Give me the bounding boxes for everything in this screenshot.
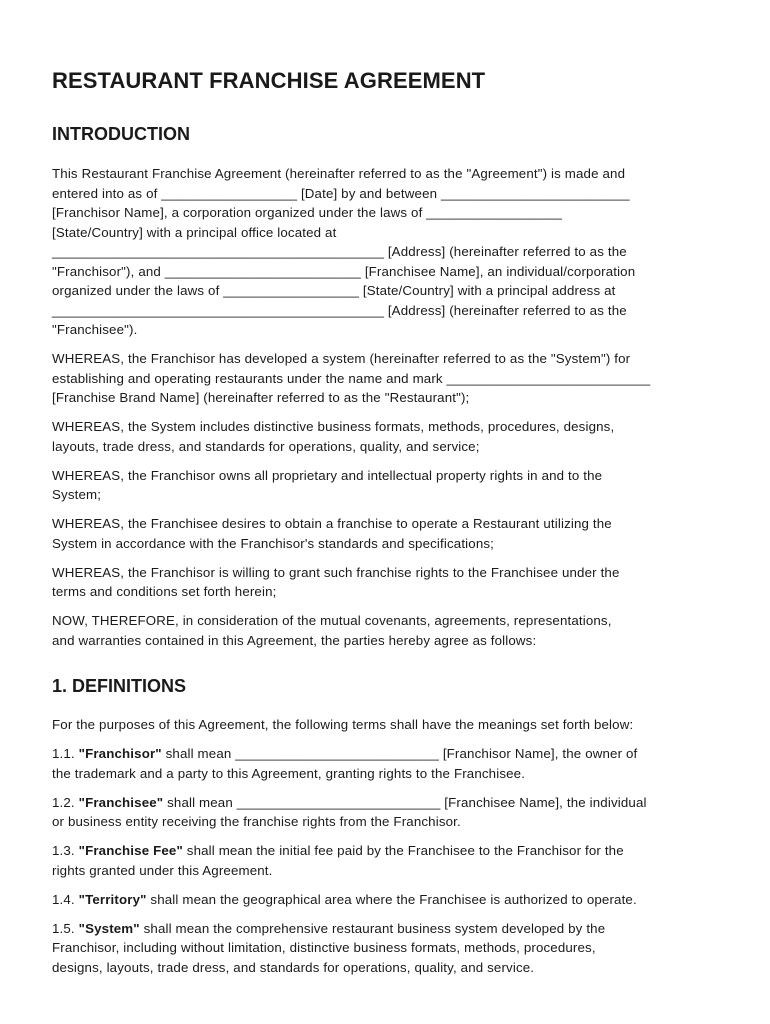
text-line: [Franchisor Name], a corporation organized under the laws of __________________ (52, 205, 563, 220)
text-line: shall mean ___________________________ [Franchisee Name], the individual (163, 794, 647, 810)
definition-system (52, 919, 718, 978)
text-line: [State/Country] with a principal office located at (52, 224, 337, 240)
text-line: shall mean the comprehensive restaurant business system developed by the (139, 920, 606, 936)
text-line: shall mean ___________________________ [Franchisor Name], the owner of (161, 746, 638, 761)
text-line: or business entity receiving the franchise rights from the Franchisor. (52, 814, 461, 829)
definition-number: 1.5. (52, 920, 79, 936)
definition-term: "Territory" (78, 891, 147, 907)
text-line: layouts, trade dress, and standards for operations, quality, and service; (52, 438, 480, 454)
definition-term: "Franchise Fee" (78, 843, 183, 858)
definition-number: 1.2. (52, 794, 79, 810)
whereas-paragraph-system (52, 349, 718, 408)
document-title: RESTAURANT FRANCHISE AGREEMENT (52, 68, 486, 93)
definition-term: "Franchisor" (78, 746, 162, 761)
text-line: This Restaurant Franchise Agreement (hereinafter referred to as the "Agreement") is made and (52, 166, 626, 181)
text-line: System in accordance with the Franchisor's standards and specifications; (52, 535, 495, 551)
intro-paragraph (52, 164, 718, 340)
text-line: designs, layouts, trade dress, and standards for operations, quality, and service. (52, 959, 535, 975)
text-line: WHEREAS, the System includes distinctive business formats, methods, procedures, designs, (52, 419, 615, 434)
text-line: establishing and operating restaurants under the name and mark ___________________________ (52, 370, 651, 386)
whereas-paragraph-franchisee (52, 514, 718, 553)
text-line: "Franchisor"), and __________________________ [Franchisee Name], an individual/corporation (52, 263, 636, 279)
definition-number: 1.1. (52, 746, 79, 761)
text-line: WHEREAS, the Franchisor is willing to grant such franchise rights to the Franchisee under the (52, 564, 620, 580)
whereas-paragraph-formats (52, 417, 718, 456)
definition-franchisor (52, 744, 718, 783)
text-line: entered into as of __________________ [Date] by and between _________________________ (52, 185, 630, 201)
text-line: ____________________________________________ [Address] (hereinafter referred to as the (52, 302, 627, 318)
definition-franchisee (52, 793, 718, 832)
definitions-intro: For the purposes of this Agreement, the following terms shall have the meanings set forth below: (52, 717, 634, 732)
introduction-heading: INTRODUCTION (52, 124, 190, 144)
text-line: [Franchise Brand Name] (hereinafter referred to as the "Restaurant"); (52, 390, 470, 405)
text-line: the trademark and a party to this Agreement, granting rights to the Franchisee. (52, 765, 526, 781)
text-line: terms and conditions set forth herein; (52, 584, 277, 599)
text-line: shall mean the initial fee paid by the Franchisee to the Franchisor for the (182, 843, 624, 858)
text-line: WHEREAS, the Franchisee desires to obtain a franchise to operate a Restaurant utilizing the (52, 516, 612, 531)
text-line: System; (52, 487, 102, 502)
text-line: "Franchisee"). (52, 322, 138, 337)
text-line: Franchisor, including without limitation, distinctive business formats, methods, procedures, (52, 940, 596, 955)
definitions-heading: 1. DEFINITIONS (52, 676, 187, 696)
whereas-paragraph-grant (52, 563, 718, 602)
definition-number: 1.3. (52, 843, 79, 858)
text-line: and warranties contained in this Agreement, the parties hereby agree as follows: (52, 632, 537, 648)
text-line: WHEREAS, the Franchisor owns all proprietary and intellectual property rights in and to the (52, 467, 603, 483)
text-line: rights granted under this Agreement. (52, 862, 273, 878)
definition-number: 1.4. (52, 891, 79, 907)
text-line: shall mean the geographical area where the Franchisee is authorized to operate. (146, 891, 637, 907)
text-line: NOW, THEREFORE, in consideration of the mutual covenants, agreements, representations, (52, 613, 612, 628)
definition-territory (52, 890, 718, 910)
text-line: ____________________________________________ [Address] (hereinafter referred to as the (52, 244, 627, 259)
now-therefore-paragraph (52, 611, 718, 650)
text-line: organized under the laws of __________________ [State/Country] with a principal address at (52, 283, 616, 298)
definition-franchise-fee (52, 841, 718, 880)
definition-term: "Franchisee" (78, 794, 164, 810)
definition-term: "System" (78, 920, 140, 936)
whereas-paragraph-ip (52, 466, 718, 505)
text-line: WHEREAS, the Franchisor has developed a system (hereinafter referred to as the "System") for (52, 351, 631, 366)
